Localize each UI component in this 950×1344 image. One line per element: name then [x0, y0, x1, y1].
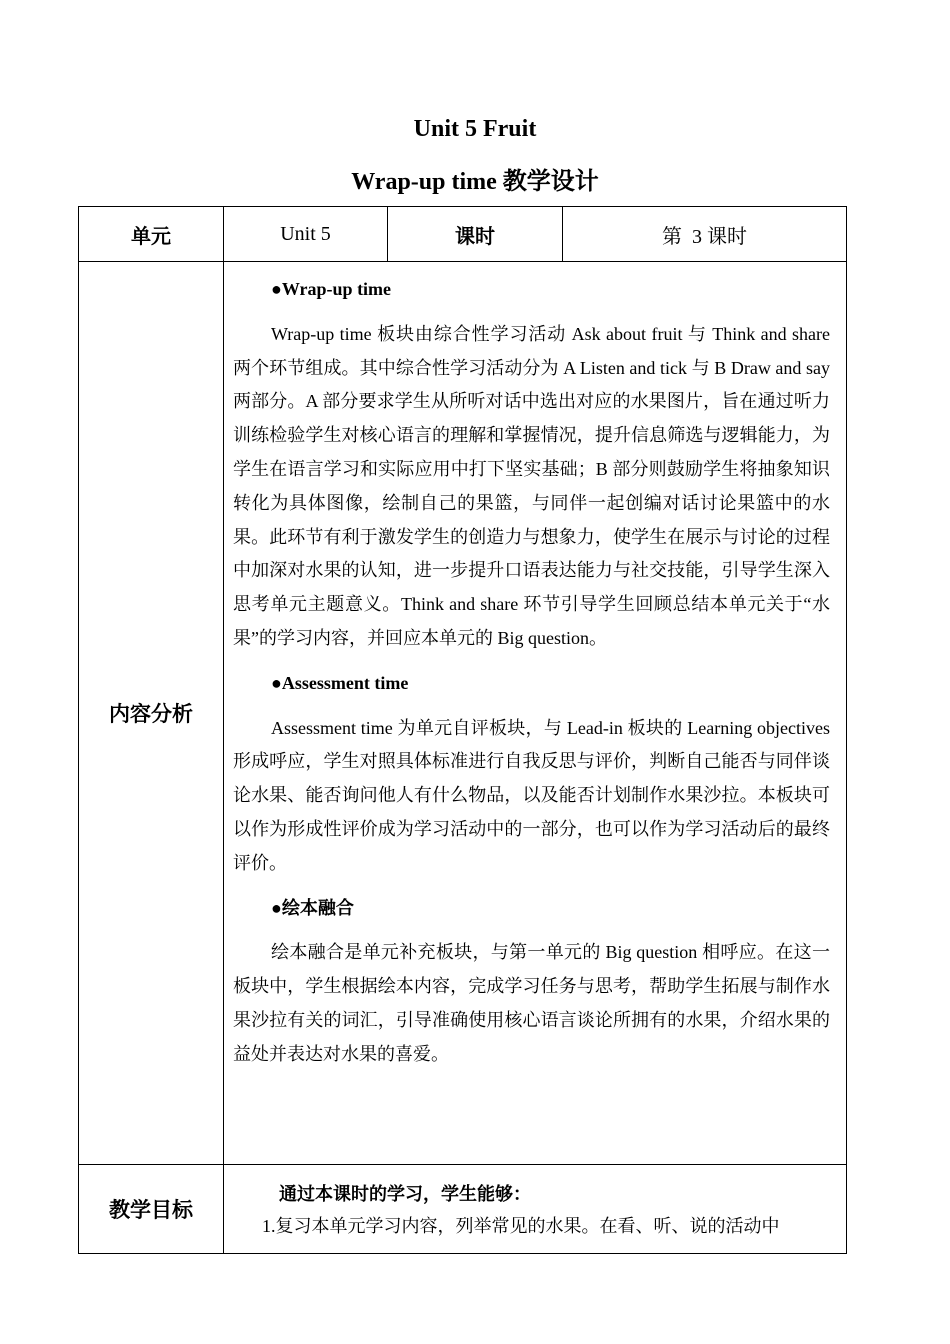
content-analysis-body [224, 262, 847, 1165]
period-value-cell: 第 3 课时 [563, 207, 847, 262]
teaching-goals-label: 教学目标 [79, 1165, 224, 1254]
goal-item-1: 1.复习本单元学习内容，列举常见的水果。在看、听、说的活动中 [262, 1216, 780, 1236]
document-subtitle: Wrap-up time 教学设计 [351, 169, 599, 195]
content-analysis-label: 内容分析 [79, 262, 224, 1165]
lesson-plan-table [78, 206, 847, 1254]
content-analysis-row [79, 262, 847, 1165]
period-label-cell: 课时 [388, 207, 563, 262]
goals-intro: 通过本课时的学习，学生能够： [279, 1184, 531, 1204]
unit-label-cell: 单元 [79, 207, 224, 262]
document-title: Unit 5 Fruit [413, 116, 537, 142]
section-heading-picture-book: ●绘本融合 [271, 897, 354, 918]
unit-value-cell: Unit 5 [224, 207, 388, 262]
section-body-picture-book: 绘本融合是单元补充板块，与第一单元的 Big question 相呼应。在这一板块中，学生根据绘本内容，完成学习任务与思考，帮助学生拓展与制作水果沙拉有关的词汇，引导准确使用核心语言谈论所拥有的水果，介绍水果的益处并表达对水果的喜爱。 [233, 942, 830, 1064]
section-heading-assessment: ●Assessment time [271, 672, 409, 693]
section-body-assessment: Assessment time 为单元自评板块，与 Lead-in 板块的 Learning objectives 形成呼应，学生对照具体标准进行自我反思与评价，判断自己能否与同伴谈论水果、能否询问他人有什么物品，以及能否计划制作水果沙拉。本板块可以作为形成性评价成为学习活动中的一部分，也可以作为学习活动后的最终评价。 [233, 717, 830, 873]
teaching-goals-row [79, 1165, 847, 1254]
teaching-goals-body [224, 1165, 847, 1254]
header-row [79, 207, 847, 262]
section-body-wrapup: Wrap-up time 板块由综合性学习活动 Ask about fruit 与 Think and share 两个环节组成。其中综合性学习活动分为 A Listen and tick 与 B Draw and say 两部分。A 部分要求学生从所听对话中选出对应的水果图片，旨在通过听力训练检验学生对核心语言的理解和掌握情况，提升信息筛选与逻辑能力，为学生在语言学习和实际应用中打下坚实基础；B 部分则鼓励学生将抽象知识转化为具体图像，绘制自己的果篮，与同伴一起创编对话讨论果篮中的水果。此环节有利于激发学生的创造力与想象力，使学生在展示与讨论的过程中加深对水果的认知，进一步提升口语表达能力与社交技能，引导学生深入思考单元主题意义。Think and share 环节引导学生回顾总结本单元关于“水果”的学习内容，并回应本单元的 Big question。 [233, 323, 830, 648]
section-heading-wrapup: ●Wrap-up time [271, 279, 392, 299]
